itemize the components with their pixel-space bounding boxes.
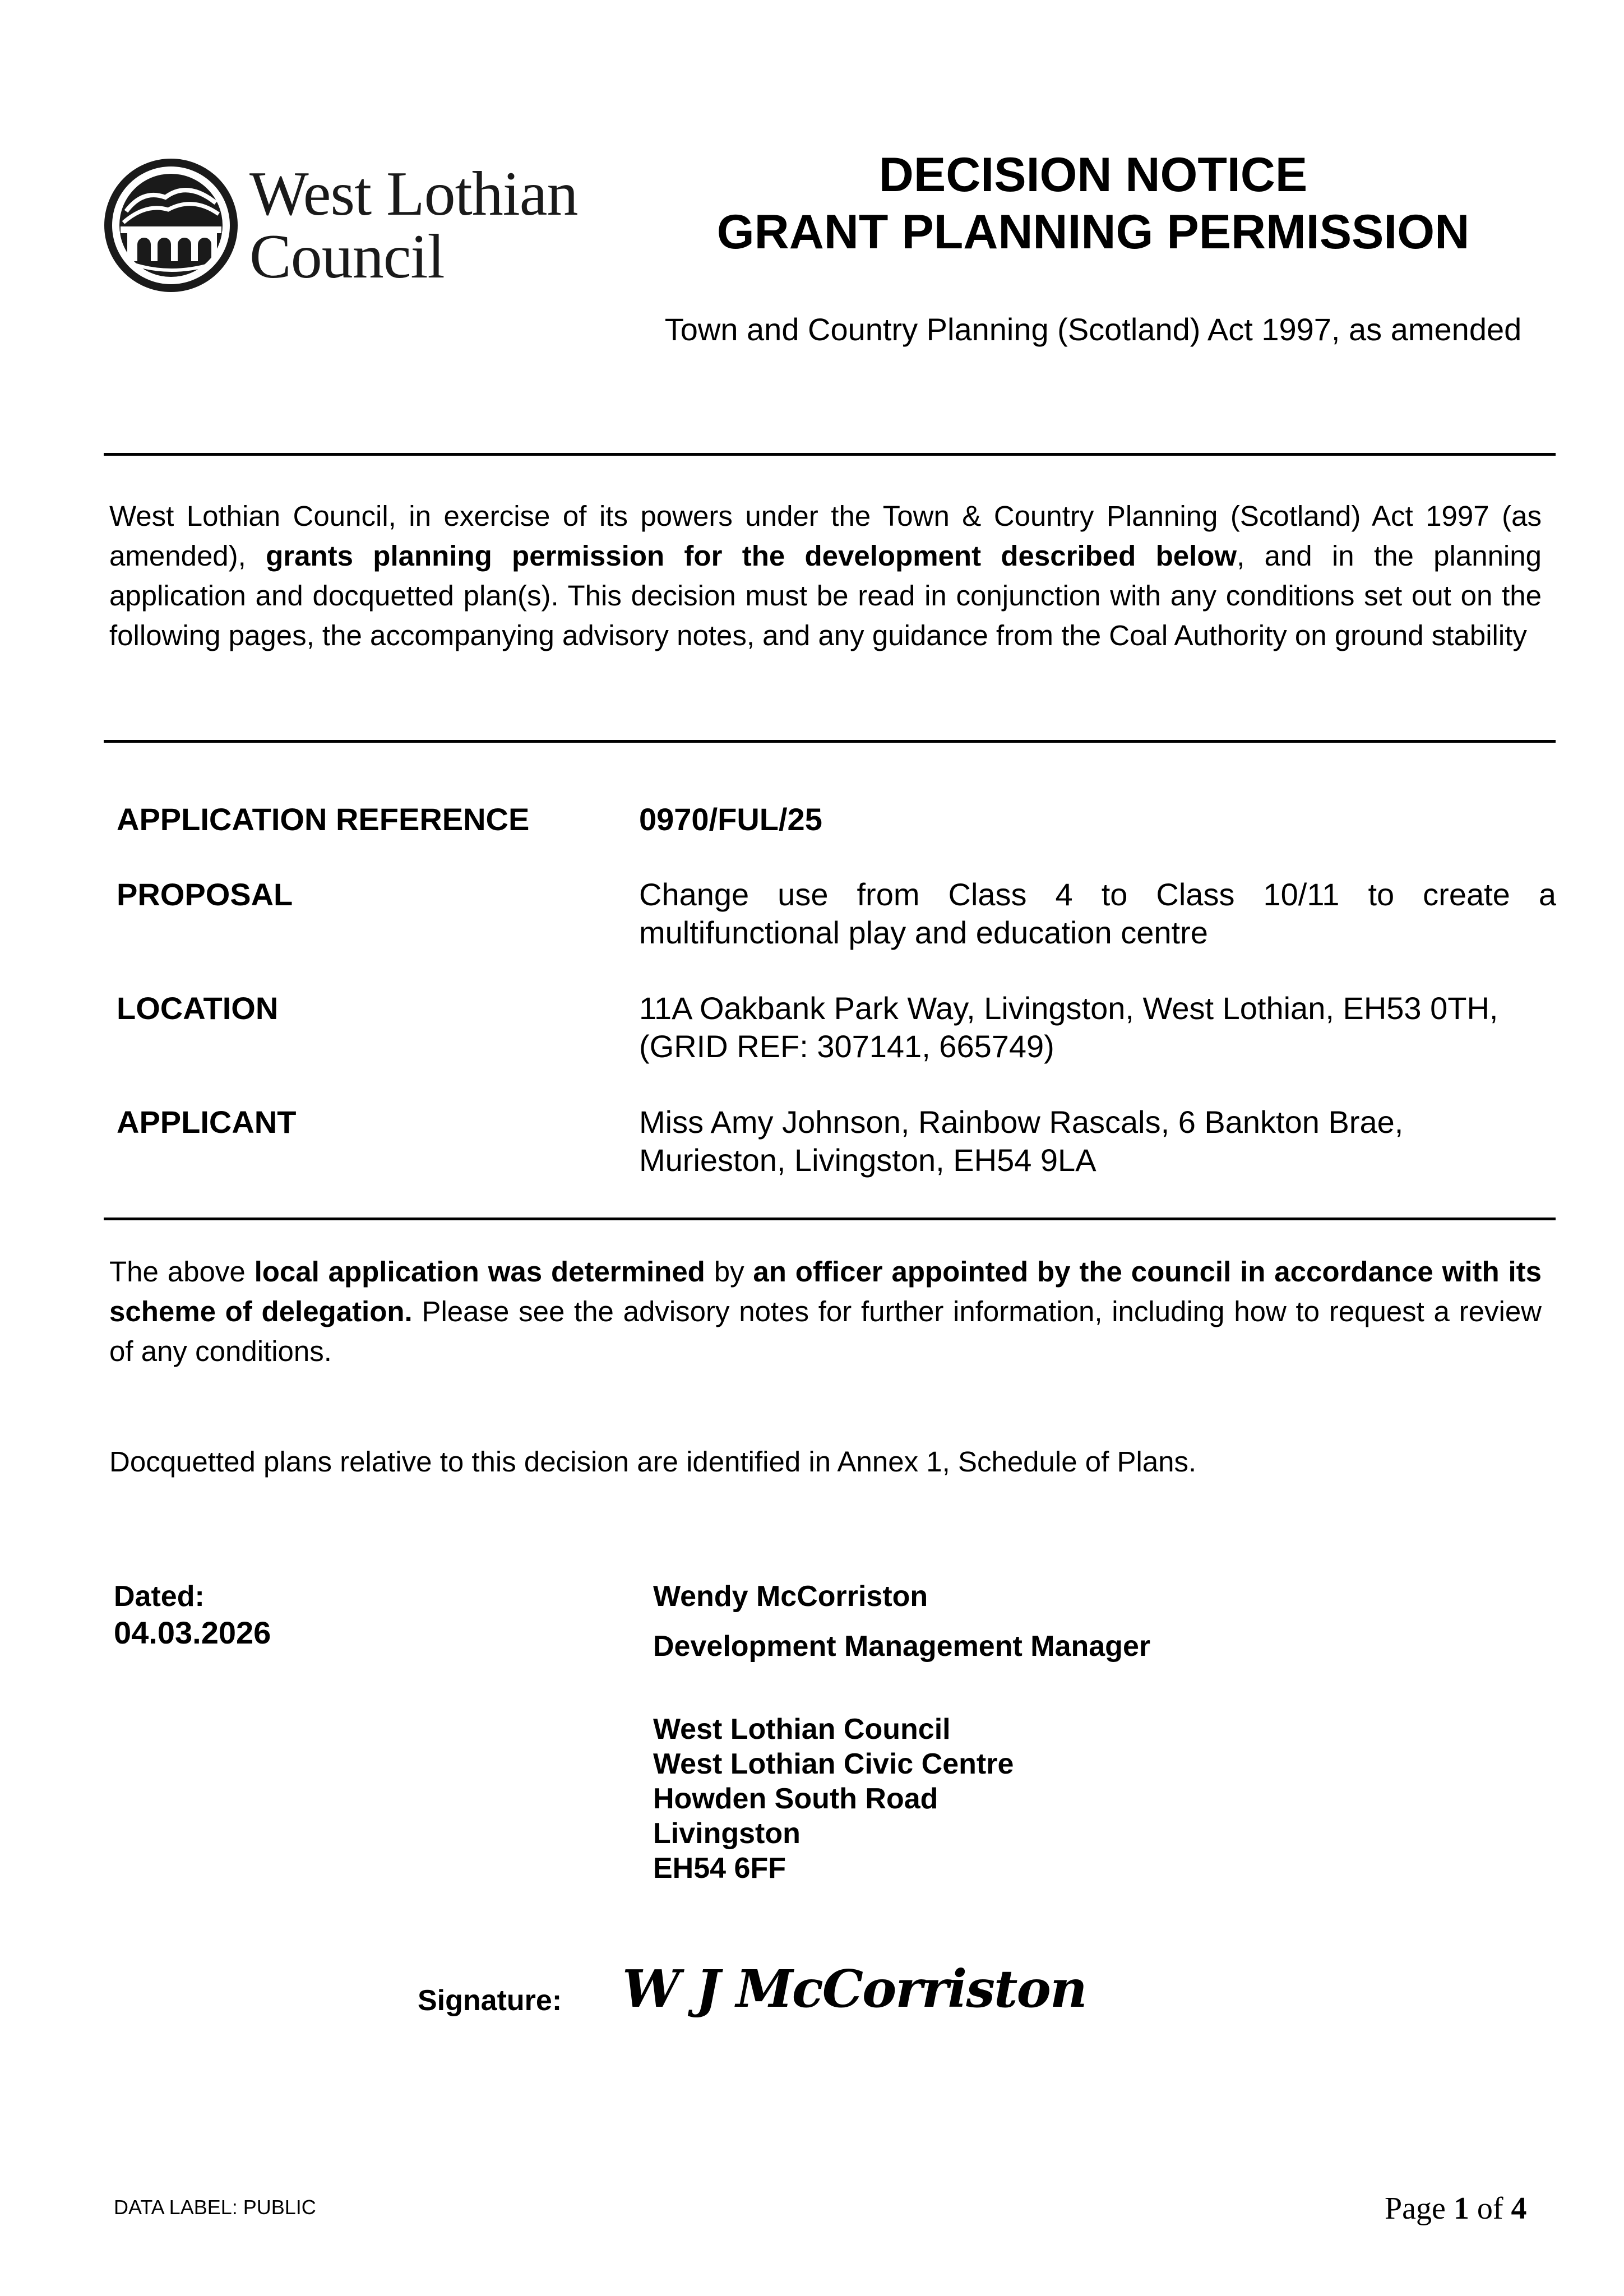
page-current: 1 (1453, 2191, 1469, 2226)
page-word: Page (1385, 2191, 1446, 2226)
dated-value: 04.03.2026 (114, 1615, 271, 1650)
page-number (1385, 2192, 1527, 2225)
applicant-line2: Murieston, Livingston, EH54 9LA (639, 1142, 1096, 1178)
logo-text-line2: Council (249, 222, 445, 291)
intro-text-2: , and in the planning application and docquetted plan(s). This decision must be read in conjunction with any conditions set out on the following pages, the accompanying advisory notes, and any guidance from the Coal Authority on ground stability (109, 540, 1542, 651)
document-title-line1: DECISION NOTICE (878, 148, 1308, 202)
viaduct-emblem-icon (104, 158, 238, 293)
reference-label: APPLICATION REFERENCE (117, 802, 530, 837)
page-total: 4 (1511, 2191, 1527, 2226)
address-line-1: West Lothian Council (653, 1713, 951, 1746)
location-label: LOCATION (117, 990, 279, 1026)
determination-text-3: Please see the advisory notes for further information, including how to request a review of any conditions. (109, 1295, 1542, 1367)
determination-text-1: The above (109, 1256, 255, 1288)
address-line-5: EH54 6FF (653, 1852, 786, 1885)
intro-text-bold: grants planning permission for the development described below (266, 540, 1237, 572)
officer-name: Wendy McCorriston (653, 1580, 928, 1613)
reference-value: 0970/FUL/25 (639, 802, 822, 837)
proposal-value: Change use from Class 4 to Class 10/11 to create a multifunctional play and education centre (639, 877, 1556, 950)
council-logo (104, 158, 619, 298)
officer-title: Development Management Manager (653, 1630, 1151, 1663)
applicant-line1: Miss Amy Johnson, Rainbow Rascals, 6 Bankton Brae, (639, 1104, 1404, 1140)
determination-bold-1: local application was determined (254, 1256, 705, 1288)
act-subtitle: Town and Country Planning (Scotland) Act 1997, as amended (664, 312, 1522, 347)
document-title-line2: GRANT PLANNING PERMISSION (716, 205, 1470, 259)
logo-text-line1: West Lothian (249, 159, 578, 229)
dated-label: Dated: (114, 1580, 205, 1613)
address-line-3: Howden South Road (653, 1783, 938, 1815)
determination-bold-2: an officer appointed by the council in accordance with its scheme of delegation. (109, 1256, 1542, 1327)
divider-details-bottom (104, 1218, 1556, 1220)
applicant-label: APPLICANT (117, 1104, 297, 1140)
docquetted-plans-note: Docquetted plans relative to this decision are identified in Annex 1, Schedule of Plans. (109, 1446, 1197, 1478)
divider-details-top (104, 740, 1556, 743)
address-line-2: West Lothian Civic Centre (653, 1748, 1014, 1780)
determination-paragraph (109, 1252, 1542, 1371)
location-value: 11A Oakbank Park Way, Livingston, West Lothian, EH53 0TH, (GRID REF: 307141, 665749) (639, 990, 1498, 1064)
page-of: of (1477, 2191, 1503, 2226)
determination-text-2: by (705, 1256, 753, 1288)
divider-top (104, 453, 1556, 456)
proposal-label: PROPOSAL (117, 877, 293, 912)
intro-paragraph (109, 496, 1542, 655)
signature-label: Signature: (418, 1984, 562, 2017)
data-label: DATA LABEL: PUBLIC (114, 2196, 316, 2219)
intro-text-1: West Lothian Council, in exercise of its powers under the Town & Country Planning (Scotland) Act 1997 (as amended), (109, 500, 1542, 572)
address-line-4: Livingston (653, 1817, 801, 1850)
handwritten-signature: W J McCorriston (622, 1959, 1086, 2019)
